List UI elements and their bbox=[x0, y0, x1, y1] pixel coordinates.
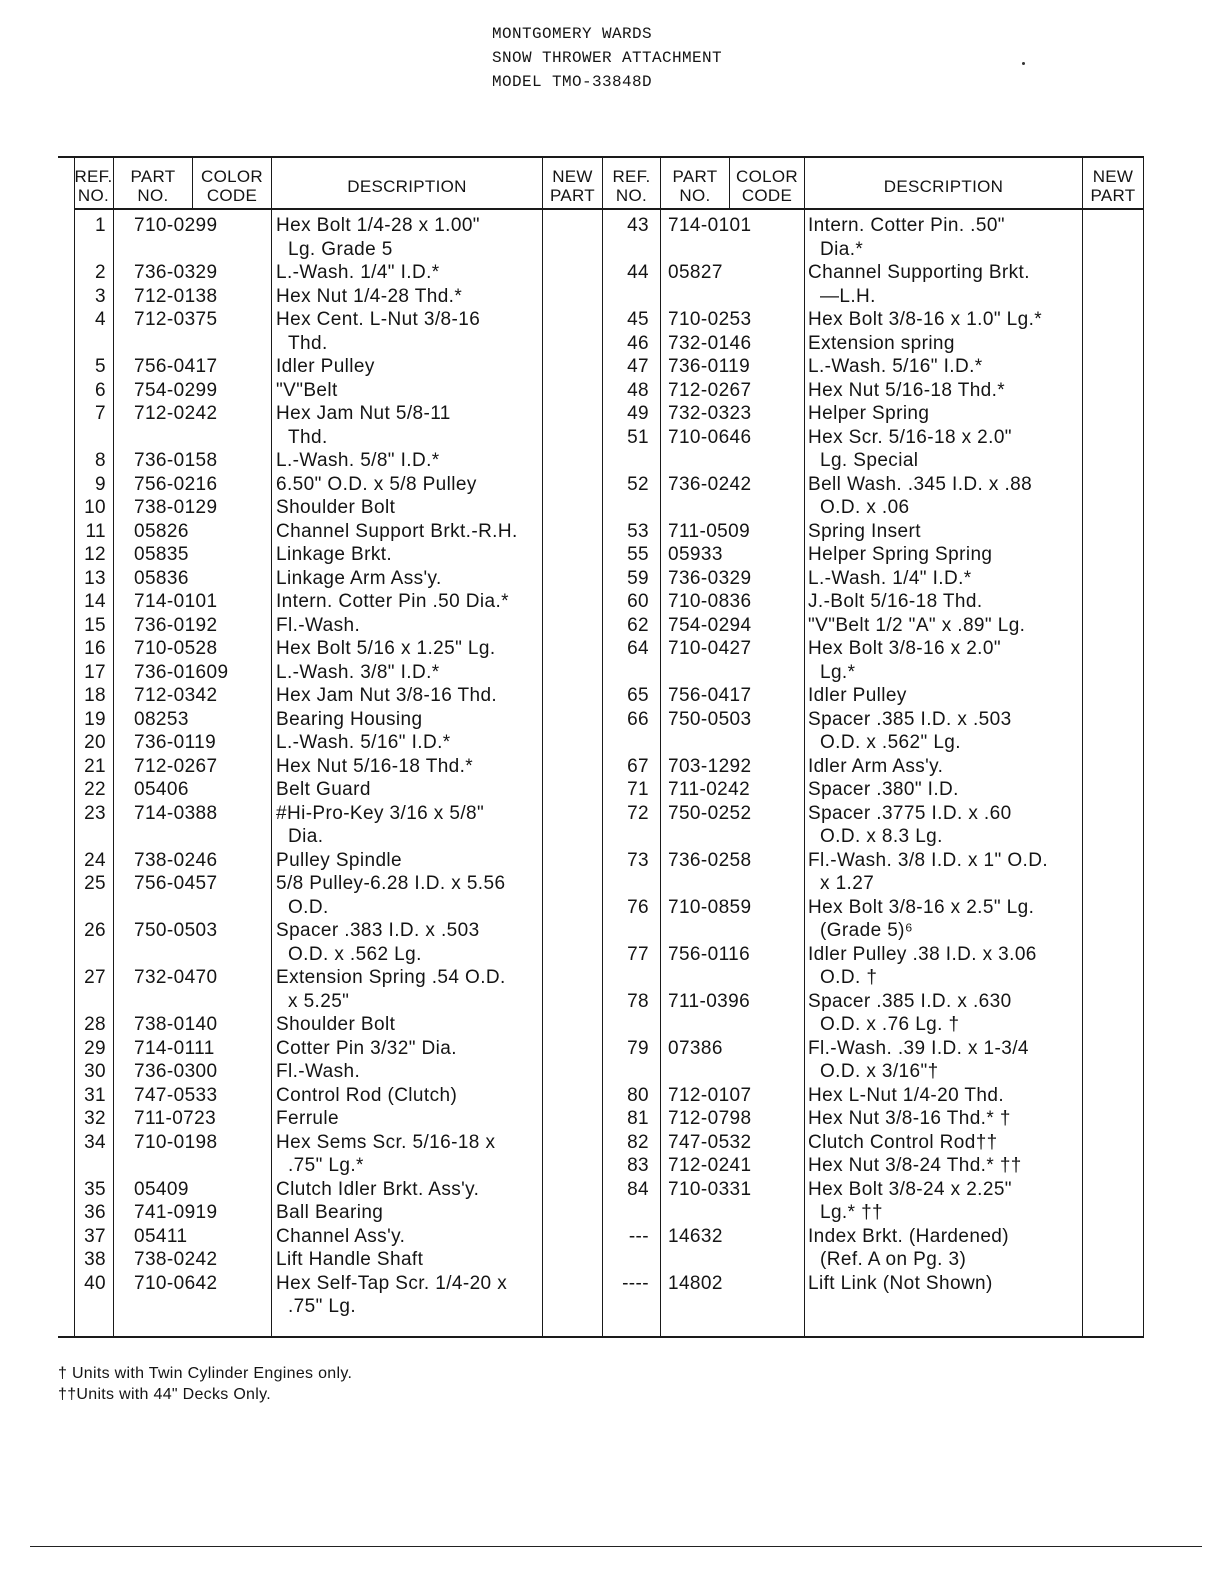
right-part-no: 710-0253 bbox=[668, 309, 752, 330]
right-description: Spacer .380" I.D. bbox=[808, 779, 959, 800]
left-ref-no: 17 bbox=[84, 661, 106, 683]
right-description: J.-Bolt 5/16-18 Thd. bbox=[808, 591, 983, 612]
right-part-no: 710-0331 bbox=[668, 1178, 752, 1200]
right-ref-no: 51 bbox=[627, 426, 649, 448]
header-company: MONTGOMERY WARDS bbox=[492, 25, 653, 43]
left-ref-no: 30 bbox=[84, 1061, 106, 1082]
rule-header-left bbox=[74, 208, 602, 210]
left-part-no: 711-0723 bbox=[134, 1108, 217, 1129]
left-part-no: 05835 bbox=[134, 544, 189, 565]
right-description: L.-Wash. 5/16" I.D.* bbox=[808, 356, 983, 377]
left-part-no: 738-0242 bbox=[134, 1249, 218, 1270]
right-ref-no: 79 bbox=[627, 1037, 649, 1059]
right-part-no: 736-0119 bbox=[668, 356, 751, 377]
left-ref-no: 14 bbox=[84, 591, 106, 612]
left-part-no: 736-0192 bbox=[134, 614, 218, 636]
left-description: Shoulder Bolt bbox=[276, 497, 396, 518]
left-description-continued: Thd. bbox=[288, 332, 328, 354]
right-part-no: 736-0242 bbox=[668, 473, 752, 495]
right-ref-no: 73 bbox=[627, 849, 649, 871]
right-description: Hex L-Nut 1/4-20 Thd. bbox=[808, 1084, 1005, 1106]
header-model: MODEL TMO-33848D bbox=[492, 73, 653, 91]
left-description: Cotter Pin 3/32" Dia. bbox=[276, 1037, 457, 1059]
right-ref-no: 47 bbox=[627, 356, 649, 377]
right-ref-no: 62 bbox=[627, 614, 649, 636]
right-part-no: 711-0396 bbox=[668, 990, 751, 1012]
rule-left-new bbox=[602, 158, 603, 1336]
left-ref-no: 16 bbox=[84, 638, 106, 659]
header-part-no-left: PART NO. bbox=[130, 167, 176, 205]
left-part-no: 710-0299 bbox=[134, 215, 218, 236]
right-part-no: 750-0503 bbox=[668, 708, 752, 730]
left-description: Hex Sems Scr. 5/16-18 x bbox=[276, 1131, 496, 1153]
left-description-continued: .75" Lg. bbox=[288, 1296, 357, 1317]
left-description-continued: O.D. x .562 Lg. bbox=[288, 943, 422, 965]
left-description: Idler Pulley bbox=[276, 356, 375, 377]
right-description: Hex Nut 3/8-24 Thd.* †† bbox=[808, 1155, 1022, 1176]
left-ref-no: 23 bbox=[84, 802, 106, 824]
left-ref-no: 29 bbox=[84, 1037, 106, 1059]
right-description-continued: x 1.27 bbox=[820, 873, 875, 894]
left-ref-no: 18 bbox=[84, 685, 106, 706]
left-part-no: 714-0388 bbox=[134, 802, 218, 824]
rule-right-desc bbox=[1082, 158, 1083, 1336]
left-ref-no: 13 bbox=[84, 567, 106, 589]
right-ref-no: 53 bbox=[627, 520, 649, 542]
right-ref-no: 82 bbox=[627, 1131, 649, 1153]
right-description: Helper Spring bbox=[808, 403, 930, 424]
left-ref-no: 31 bbox=[84, 1084, 106, 1106]
left-part-no: 05406 bbox=[134, 779, 189, 800]
left-description: Hex Cent. L-Nut 3/8-16 bbox=[276, 309, 481, 330]
left-part-no: 736-0300 bbox=[134, 1061, 218, 1082]
left-ref-no: 40 bbox=[84, 1272, 106, 1294]
left-description-continued: O.D. bbox=[288, 896, 329, 918]
right-description: Hex Bolt 3/8-16 x 1.0" Lg.* bbox=[808, 309, 1043, 330]
left-description: Control Rod (Clutch) bbox=[276, 1084, 458, 1106]
rule-left-ref bbox=[113, 158, 114, 1336]
right-description-continued: O.D. x .562" Lg. bbox=[820, 732, 961, 753]
header-new-part-right: NEW PART bbox=[1090, 167, 1136, 205]
right-description-continued: O.D. x 3/16"† bbox=[820, 1061, 939, 1082]
left-description: Channel Support Brkt.-R.H. bbox=[276, 520, 518, 542]
right-ref-no: 76 bbox=[627, 896, 649, 918]
right-ref-no: 60 bbox=[627, 591, 649, 612]
right-ref-no: 48 bbox=[627, 379, 649, 401]
right-description: Idler Arm Ass'y. bbox=[808, 755, 944, 777]
rule-left-color bbox=[271, 158, 272, 1336]
page-bottom-rule bbox=[30, 1546, 1202, 1547]
left-ref-no: 1 bbox=[95, 215, 106, 236]
left-description: Shoulder Bolt bbox=[276, 1014, 396, 1035]
right-description: Lift Link (Not Shown) bbox=[808, 1272, 993, 1294]
left-ref-no: 5 bbox=[95, 356, 106, 377]
left-description: Hex Nut 1/4-28 Thd.* bbox=[276, 285, 463, 307]
right-ref-no: 59 bbox=[627, 567, 649, 589]
right-part-no: 732-0146 bbox=[668, 332, 752, 354]
rule-left-desc bbox=[542, 158, 543, 1336]
right-description: Hex Bolt 3/8-24 x 2.25" bbox=[808, 1178, 1012, 1200]
right-part-no: 756-0116 bbox=[668, 943, 751, 965]
rule-right-ref bbox=[660, 158, 661, 1336]
left-ref-no: 35 bbox=[84, 1178, 106, 1200]
right-description: Clutch Control Rod†† bbox=[808, 1131, 998, 1153]
left-description: Clutch Idler Brkt. Ass'y. bbox=[276, 1178, 480, 1200]
right-part-no: 712-0241 bbox=[668, 1155, 752, 1176]
right-ref-no: --- bbox=[628, 1225, 649, 1247]
right-description: Index Brkt. (Hardened) bbox=[808, 1225, 1009, 1247]
right-ref-no: 64 bbox=[627, 638, 649, 659]
left-ref-no: 27 bbox=[84, 967, 106, 988]
header-description-left: DESCRIPTION bbox=[347, 176, 467, 196]
left-part-no: 738-0140 bbox=[134, 1014, 218, 1035]
left-description: L.-Wash. 5/16" I.D.* bbox=[276, 732, 451, 753]
left-description: Channel Ass'y. bbox=[276, 1225, 406, 1247]
right-description-continued: O.D. x .76 Lg. † bbox=[820, 1014, 960, 1035]
left-description: Linkage Brkt. bbox=[276, 544, 393, 565]
left-ref-no: 36 bbox=[84, 1202, 106, 1223]
rule-right-color bbox=[804, 158, 805, 1336]
left-description-continued: Lg. Grade 5 bbox=[288, 238, 393, 260]
right-part-no: 732-0323 bbox=[668, 403, 752, 424]
header-part-no-right: PART NO. bbox=[672, 167, 718, 205]
left-ref-no: 34 bbox=[84, 1131, 106, 1153]
right-description: L.-Wash. 1/4" I.D.* bbox=[808, 567, 972, 589]
left-part-no: 710-0198 bbox=[134, 1131, 218, 1153]
right-part-no: 712-0267 bbox=[668, 379, 752, 401]
left-description: Ball Bearing bbox=[276, 1202, 384, 1223]
left-part-no: 05409 bbox=[134, 1178, 189, 1200]
right-part-no: 712-0107 bbox=[668, 1084, 752, 1106]
right-description: Fl.-Wash. .39 I.D. x 1-3/4 bbox=[808, 1037, 1029, 1059]
left-part-no: 736-0329 bbox=[134, 262, 218, 283]
left-ref-no: 2 bbox=[95, 262, 106, 283]
right-part-no: 712-0798 bbox=[668, 1108, 752, 1129]
left-ref-no: 28 bbox=[84, 1014, 106, 1035]
rule-header-right bbox=[602, 208, 1144, 210]
right-description-continued: Dia.* bbox=[820, 238, 864, 260]
right-ref-no: 81 bbox=[627, 1108, 649, 1129]
left-part-no: 756-0216 bbox=[134, 473, 218, 495]
left-part-no: 741-0919 bbox=[134, 1202, 218, 1223]
left-part-no: 747-0533 bbox=[134, 1084, 218, 1106]
left-ref-no: 25 bbox=[84, 873, 106, 894]
left-description: Linkage Arm Ass'y. bbox=[276, 567, 442, 589]
left-ref-no: 7 bbox=[95, 403, 106, 424]
right-ref-no: 45 bbox=[627, 309, 649, 330]
left-description: Lift Handle Shaft bbox=[276, 1249, 424, 1270]
footnote-44-decks: ††Units with 44" Decks Only. bbox=[58, 1386, 271, 1403]
left-description: Bearing Housing bbox=[276, 708, 423, 730]
header-color-code-right: COLOR CODE bbox=[736, 167, 798, 205]
left-description: Intern. Cotter Pin .50 Dia.* bbox=[276, 591, 509, 612]
right-part-no: 754-0294 bbox=[668, 614, 752, 636]
left-description-continued: Dia. bbox=[288, 826, 324, 847]
right-description: Spacer .385 I.D. x .630 bbox=[808, 990, 1012, 1012]
right-description: Channel Supporting Brkt. bbox=[808, 262, 1030, 283]
right-description-continued: (Grade 5)⁶ bbox=[820, 920, 914, 941]
left-ref-no: 4 bbox=[95, 309, 106, 330]
right-part-no: 736-0329 bbox=[668, 567, 752, 589]
speck-dot bbox=[1022, 62, 1025, 65]
left-part-no: 08253 bbox=[134, 708, 189, 730]
left-part-no: 710-0642 bbox=[134, 1272, 218, 1294]
left-ref-no: 9 bbox=[95, 473, 106, 495]
left-part-no: 738-0129 bbox=[134, 497, 218, 518]
left-description: "V"Belt bbox=[276, 379, 338, 401]
parts-table bbox=[58, 156, 1144, 1338]
right-part-no: 14802 bbox=[668, 1272, 723, 1294]
left-part-no: 714-0111 bbox=[134, 1037, 215, 1059]
right-description-continued: Lg.* †† bbox=[820, 1202, 884, 1223]
left-part-no: 712-0267 bbox=[134, 755, 218, 777]
right-description: Hex Scr. 5/16-18 x 2.0" bbox=[808, 426, 1012, 448]
left-description: Pulley Spindle bbox=[276, 849, 403, 871]
left-part-no: 756-0457 bbox=[134, 873, 218, 894]
left-description: Fl.-Wash. bbox=[276, 1061, 361, 1082]
header-product: SNOW THROWER ATTACHMENT bbox=[492, 49, 723, 67]
left-part-no: 712-0375 bbox=[134, 309, 218, 330]
left-description: Extension Spring .54 O.D. bbox=[276, 967, 506, 988]
right-description: Idler Pulley .38 I.D. x 3.06 bbox=[808, 943, 1037, 965]
right-ref-no: 65 bbox=[627, 685, 649, 706]
right-ref-no: 67 bbox=[627, 755, 649, 777]
right-description: Hex Bolt 3/8-16 x 2.0" bbox=[808, 638, 1001, 659]
left-part-no: 738-0246 bbox=[134, 849, 218, 871]
right-description: Spacer .385 I.D. x .503 bbox=[808, 708, 1012, 730]
left-description: Spacer .383 I.D. x .503 bbox=[276, 920, 480, 941]
left-part-no: 05836 bbox=[134, 567, 189, 589]
header-ref-no-left: REF. NO. bbox=[74, 167, 113, 205]
left-ref-no: 15 bbox=[84, 614, 106, 636]
right-part-no: 703-1292 bbox=[668, 755, 752, 777]
left-part-no: 712-0342 bbox=[134, 685, 218, 706]
right-part-no: 710-0427 bbox=[668, 638, 752, 659]
left-description: Hex Nut 5/16-18 Thd.* bbox=[276, 755, 474, 777]
right-ref-no: 77 bbox=[627, 943, 649, 965]
header-description-right: DESCRIPTION bbox=[883, 176, 1004, 196]
right-description-continued: O.D. x 8.3 Lg. bbox=[820, 826, 943, 847]
left-description: Ferrule bbox=[276, 1108, 339, 1129]
left-ref-no: 3 bbox=[95, 285, 106, 307]
right-description: Bell Wash. .345 I.D. x .88 bbox=[808, 473, 1033, 495]
document-header bbox=[492, 22, 722, 94]
left-part-no: 714-0101 bbox=[134, 591, 218, 612]
right-ref-no: 49 bbox=[627, 403, 649, 424]
left-ref-no: 20 bbox=[84, 732, 106, 753]
right-ref-no: 52 bbox=[627, 473, 649, 495]
right-description: Hex Nut 3/8-16 Thd.* † bbox=[808, 1108, 1011, 1129]
left-ref-no: 12 bbox=[84, 544, 106, 565]
right-ref-no: 71 bbox=[627, 779, 649, 800]
right-description-continued: O.D. † bbox=[820, 967, 878, 988]
right-ref-no: 55 bbox=[627, 544, 649, 565]
right-ref-no: 84 bbox=[627, 1178, 649, 1200]
right-description: Spring Insert bbox=[808, 520, 921, 542]
left-ref-no: 11 bbox=[85, 520, 106, 542]
left-description: Hex Jam Nut 3/8-16 Thd. bbox=[276, 685, 498, 706]
footnote-twin-cylinder: † Units with Twin Cylinder Engines only. bbox=[58, 1365, 353, 1382]
left-part-no: 05826 bbox=[134, 520, 189, 542]
left-description: Fl.-Wash. bbox=[276, 614, 361, 636]
right-part-no: 05827 bbox=[668, 262, 723, 283]
left-part-no: 05411 bbox=[134, 1225, 188, 1247]
right-description-continued: Lg.* bbox=[820, 661, 856, 683]
right-part-no: 750-0252 bbox=[668, 802, 752, 824]
right-part-no: 711-0509 bbox=[668, 520, 751, 542]
right-ref-no: 43 bbox=[627, 215, 649, 236]
left-ref-no: 26 bbox=[84, 920, 106, 941]
right-description: Hex Nut 5/16-18 Thd.* bbox=[808, 379, 1006, 401]
right-description: Hex Bolt 3/8-16 x 2.5" Lg. bbox=[808, 896, 1035, 918]
right-ref-no: 72 bbox=[627, 802, 649, 824]
left-part-no: 736-0158 bbox=[134, 450, 218, 471]
left-description-continued: .75" Lg.* bbox=[288, 1155, 364, 1176]
left-ref-no: 24 bbox=[84, 849, 106, 871]
left-ref-no: 32 bbox=[84, 1108, 106, 1129]
left-ref-no: 10 bbox=[84, 497, 106, 518]
left-description: L.-Wash. 3/8" I.D.* bbox=[276, 661, 440, 683]
right-ref-no: 78 bbox=[627, 990, 649, 1012]
right-description-continued: —L.H. bbox=[820, 285, 876, 307]
left-description-continued: Thd. bbox=[288, 426, 328, 448]
left-description: Hex Jam Nut 5/8-11 bbox=[276, 403, 451, 424]
left-part-no: 710-0528 bbox=[134, 638, 218, 659]
left-description-continued: x 5.25" bbox=[288, 990, 350, 1012]
right-ref-no: 83 bbox=[627, 1155, 649, 1176]
right-part-no: 736-0258 bbox=[668, 849, 752, 871]
header-ref-no-right: REF. NO. bbox=[612, 167, 651, 205]
left-description: Hex Bolt 1/4-28 x 1.00" bbox=[276, 215, 480, 236]
left-description: Belt Guard bbox=[276, 779, 371, 800]
header-color-code-left: COLOR CODE bbox=[201, 167, 263, 205]
left-ref-no: 6 bbox=[95, 379, 106, 401]
right-description: Idler Pulley bbox=[808, 685, 907, 706]
left-part-no: 736-0119 bbox=[134, 732, 217, 753]
header-new-part-left: NEW PART bbox=[550, 167, 595, 205]
right-ref-no: 46 bbox=[627, 332, 649, 354]
left-part-no: 732-0470 bbox=[134, 967, 218, 988]
right-ref-no: 44 bbox=[627, 262, 649, 283]
right-ref-no: ---- bbox=[622, 1272, 649, 1294]
left-ref-no: 8 bbox=[95, 450, 106, 471]
right-part-no: 710-0836 bbox=[668, 591, 752, 612]
left-ref-no: 21 bbox=[84, 755, 106, 777]
left-description: #Hi-Pro-Key 3/16 x 5/8" bbox=[276, 802, 485, 824]
left-ref-no: 22 bbox=[84, 779, 106, 800]
right-description: Fl.-Wash. 3/8 I.D. x 1" O.D. bbox=[808, 849, 1049, 871]
left-ref-no: 19 bbox=[84, 708, 106, 730]
right-part-no: 710-0859 bbox=[668, 896, 752, 918]
right-description-continued: (Ref. A on Pg. 3) bbox=[820, 1249, 967, 1270]
right-part-no: 711-0242 bbox=[668, 779, 751, 800]
right-part-no: 05933 bbox=[668, 544, 723, 565]
right-description: Intern. Cotter Pin. .50" bbox=[808, 215, 1005, 236]
right-description-continued: Lg. Special bbox=[820, 450, 919, 471]
right-part-no: 14632 bbox=[668, 1225, 723, 1247]
right-description-continued: O.D. x .06 bbox=[820, 497, 910, 518]
left-ref-no: 38 bbox=[84, 1249, 106, 1270]
left-part-no: 712-0138 bbox=[134, 285, 218, 307]
left-part-no: 754-0299 bbox=[134, 379, 218, 401]
right-ref-no: 80 bbox=[627, 1084, 649, 1106]
left-description: 6.50" O.D. x 5/8 Pulley bbox=[276, 473, 477, 495]
right-description: Extension spring bbox=[808, 332, 955, 354]
right-description: Spacer .3775 I.D. x .60 bbox=[808, 802, 1012, 824]
right-description: "V"Belt 1/2 "A" x .89" Lg. bbox=[808, 614, 1026, 636]
left-description: Hex Bolt 5/16 x 1.25" Lg. bbox=[276, 638, 496, 659]
right-description: Helper Spring Spring bbox=[808, 544, 993, 565]
right-part-no: 747-0532 bbox=[668, 1131, 752, 1153]
left-part-no: 712-0242 bbox=[134, 403, 218, 424]
left-description: 5/8 Pulley-6.28 I.D. x 5.56 bbox=[276, 873, 506, 894]
left-description: Hex Self-Tap Scr. 1/4-20 x bbox=[276, 1272, 508, 1294]
right-part-no: 714-0101 bbox=[668, 215, 752, 236]
right-part-no: 756-0417 bbox=[668, 685, 752, 706]
right-part-no: 07386 bbox=[668, 1037, 723, 1059]
left-part-no: 756-0417 bbox=[134, 356, 218, 377]
right-part-no: 710-0646 bbox=[668, 426, 752, 448]
left-part-no: 750-0503 bbox=[134, 920, 218, 941]
left-ref-no: 37 bbox=[84, 1225, 106, 1247]
left-part-no: 736-01609 bbox=[134, 661, 229, 683]
left-description: L.-Wash. 1/4" I.D.* bbox=[276, 262, 440, 283]
left-description: L.-Wash. 5/8" I.D.* bbox=[276, 450, 440, 471]
right-ref-no: 66 bbox=[627, 708, 649, 730]
